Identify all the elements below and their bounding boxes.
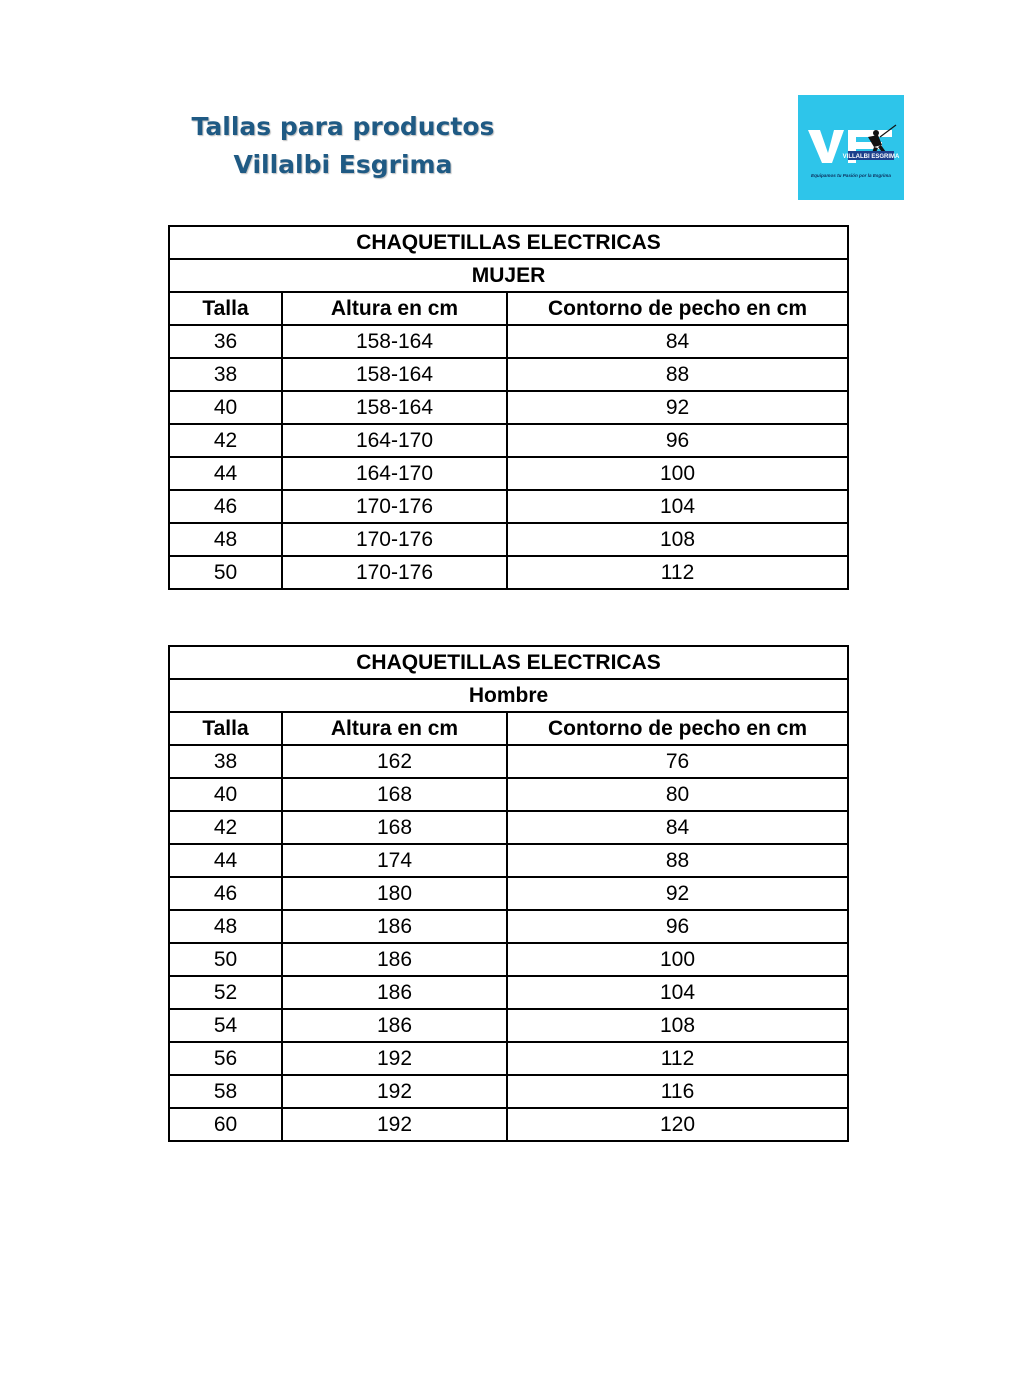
table-row	[169, 778, 848, 811]
table-cell: 158-164	[282, 391, 507, 424]
table-subtitle: MUJER	[169, 259, 848, 292]
table-cell: 168	[282, 778, 507, 811]
table-row	[169, 490, 848, 523]
table-header-row	[169, 292, 848, 325]
column-header: Contorno de pecho en cm	[507, 712, 848, 745]
table-cell: 48	[169, 910, 282, 943]
table-cell: 38	[169, 745, 282, 778]
table-cell: 100	[507, 457, 848, 490]
column-header: Contorno de pecho en cm	[507, 292, 848, 325]
table-cell: 80	[507, 778, 848, 811]
table-row	[169, 745, 848, 778]
table-subtitle: Hombre	[169, 679, 848, 712]
table-row	[169, 1075, 848, 1108]
table-cell: 92	[507, 391, 848, 424]
table-cell: 42	[169, 424, 282, 457]
table-cell: 116	[507, 1075, 848, 1108]
size-table-mujer	[168, 225, 849, 590]
column-header: Altura en cm	[282, 712, 507, 745]
table-cell: 58	[169, 1075, 282, 1108]
table-cell: 104	[507, 490, 848, 523]
table-cell: 56	[169, 1042, 282, 1075]
table-cell: 186	[282, 976, 507, 1009]
table-cell: 40	[169, 778, 282, 811]
table-cell: 192	[282, 1042, 507, 1075]
table-cell: 164-170	[282, 457, 507, 490]
table-cell: 186	[282, 1009, 507, 1042]
table-cell: 162	[282, 745, 507, 778]
table-cell: 46	[169, 877, 282, 910]
table-cell: 92	[507, 877, 848, 910]
table-row	[169, 976, 848, 1009]
table-row	[169, 844, 848, 877]
table-row	[169, 943, 848, 976]
column-header: Talla	[169, 292, 282, 325]
table-cell: 96	[507, 910, 848, 943]
table-cell: 36	[169, 325, 282, 358]
table-cell: 44	[169, 457, 282, 490]
table-cell: 42	[169, 811, 282, 844]
table-cell: 40	[169, 391, 282, 424]
table-cell: 158-164	[282, 358, 507, 391]
table-cell: 120	[507, 1108, 848, 1141]
table-cell: 50	[169, 556, 282, 589]
logo-graphic	[798, 95, 904, 200]
table-row	[169, 1108, 848, 1141]
table-cell: 192	[282, 1108, 507, 1141]
table-cell: 112	[507, 556, 848, 589]
table-title: CHAQUETILLAS ELECTRICAS	[169, 226, 848, 259]
logo-brand-text: VILLALBI ESGRIMA	[842, 154, 900, 160]
table-row	[169, 1009, 848, 1042]
table-cell: 48	[169, 523, 282, 556]
size-table-hombre	[168, 645, 849, 1142]
table-cell: 112	[507, 1042, 848, 1075]
table-title-row	[169, 226, 848, 259]
table-row	[169, 523, 848, 556]
table-cell: 164-170	[282, 424, 507, 457]
logo-tagline: Equipamos tu Pasión por la Esgrima	[811, 173, 891, 178]
table-cell: 186	[282, 910, 507, 943]
table-row	[169, 1042, 848, 1075]
table-header-row	[169, 712, 848, 745]
page-title	[170, 108, 516, 184]
table-cell: 52	[169, 976, 282, 1009]
table-row	[169, 358, 848, 391]
table-cell: 174	[282, 844, 507, 877]
table-subtitle-row	[169, 259, 848, 292]
table-row	[169, 811, 848, 844]
table-cell: 158-164	[282, 325, 507, 358]
table-title-row	[169, 646, 848, 679]
table-row	[169, 910, 848, 943]
table-cell: 170-176	[282, 490, 507, 523]
table-cell: 88	[507, 358, 848, 391]
table-cell: 96	[507, 424, 848, 457]
table-cell: 50	[169, 943, 282, 976]
table-cell: 170-176	[282, 556, 507, 589]
table-row	[169, 556, 848, 589]
title-line-2: Villalbi Esgrima	[233, 150, 453, 179]
table-cell: 186	[282, 943, 507, 976]
table-subtitle-row	[169, 679, 848, 712]
table-row	[169, 424, 848, 457]
table-row	[169, 391, 848, 424]
column-header: Talla	[169, 712, 282, 745]
table-cell: 44	[169, 844, 282, 877]
table-cell: 84	[507, 811, 848, 844]
table-row	[169, 877, 848, 910]
title-line-1: Tallas para productos	[191, 112, 495, 141]
villalbi-esgrima-logo	[798, 95, 904, 200]
table-cell: 192	[282, 1075, 507, 1108]
table-cell: 108	[507, 1009, 848, 1042]
table-cell: 170-176	[282, 523, 507, 556]
table-cell: 100	[507, 943, 848, 976]
table-row	[169, 325, 848, 358]
table-cell: 38	[169, 358, 282, 391]
column-header: Altura en cm	[282, 292, 507, 325]
table-cell: 104	[507, 976, 848, 1009]
table-title: CHAQUETILLAS ELECTRICAS	[169, 646, 848, 679]
table-row	[169, 457, 848, 490]
table-cell: 60	[169, 1108, 282, 1141]
table-cell: 84	[507, 325, 848, 358]
table-cell: 76	[507, 745, 848, 778]
table-cell: 180	[282, 877, 507, 910]
table-cell: 54	[169, 1009, 282, 1042]
table-cell: 108	[507, 523, 848, 556]
table-cell: 46	[169, 490, 282, 523]
logo-v-mark	[808, 130, 844, 163]
table-cell: 88	[507, 844, 848, 877]
table-cell: 168	[282, 811, 507, 844]
